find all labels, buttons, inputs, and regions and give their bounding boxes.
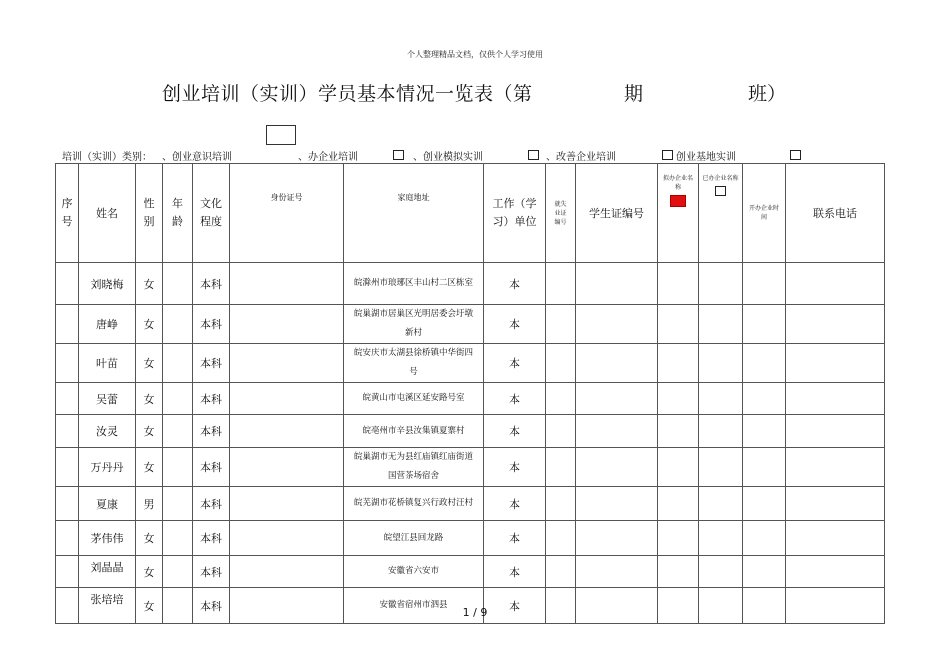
page-number: 1 / 9 bbox=[462, 606, 488, 619]
cell-id-no bbox=[230, 521, 344, 556]
cell-edu: 本科 bbox=[193, 588, 230, 624]
cell-seq bbox=[56, 383, 79, 415]
category-base-practice-checkbox[interactable] bbox=[790, 150, 801, 160]
cell-age bbox=[163, 415, 193, 448]
cell-seq bbox=[56, 344, 79, 383]
cell-gender: 女 bbox=[136, 344, 163, 383]
cell-age bbox=[163, 448, 193, 487]
cell-phone bbox=[786, 305, 885, 344]
col-name: 姓名 bbox=[79, 164, 136, 263]
cell-gender: 女 bbox=[136, 305, 163, 344]
cell-unemployed bbox=[546, 556, 576, 588]
col-id-number: 身份证号 bbox=[230, 164, 344, 263]
cell-edu: 本科 bbox=[193, 305, 230, 344]
cell-unemployed bbox=[546, 487, 576, 521]
col-existing-company-label: 已办企业名称 bbox=[702, 175, 739, 182]
cell-student-cert bbox=[576, 556, 658, 588]
col-unemployment-cert: 就失业证编号 bbox=[546, 164, 576, 263]
cell-gender: 女 bbox=[136, 556, 163, 588]
table-row bbox=[56, 383, 885, 415]
cell-age bbox=[163, 487, 193, 521]
cell-age bbox=[163, 556, 193, 588]
cell-work: 本 bbox=[484, 556, 546, 588]
cell-id-no bbox=[230, 344, 344, 383]
category-base-practice-label: 创业基地实训 bbox=[676, 152, 736, 163]
cell-edu: 本科 bbox=[193, 487, 230, 521]
cell-open-time bbox=[743, 383, 786, 415]
cell-seq bbox=[56, 556, 79, 588]
cell-phone bbox=[786, 487, 885, 521]
cell-unemployed bbox=[546, 263, 576, 305]
cell-address: 皖滁州市琅琊区丰山村二区栋室 bbox=[344, 263, 484, 305]
cell-age bbox=[163, 305, 193, 344]
cell-id-no bbox=[230, 383, 344, 415]
cell-work: 本 bbox=[484, 383, 546, 415]
cell-open-time bbox=[743, 556, 786, 588]
cell-gender: 女 bbox=[136, 588, 163, 624]
cell-seq bbox=[56, 263, 79, 305]
cell-edu: 本科 bbox=[193, 448, 230, 487]
col-planned-company-label: 拟办企业名称 bbox=[662, 175, 693, 191]
col-education: 文化程度 bbox=[193, 164, 230, 263]
cell-edu: 本科 bbox=[193, 521, 230, 556]
planned-company-checkbox[interactable] bbox=[670, 195, 686, 207]
table-row bbox=[56, 344, 885, 383]
cell-edu: 本科 bbox=[193, 344, 230, 383]
cell-address: 皖亳州市辛县汝集镇夏寨村 bbox=[344, 415, 484, 448]
cell-name: 张培培 bbox=[79, 588, 136, 624]
cell-plan-company bbox=[658, 344, 699, 383]
cell-plan-company bbox=[658, 415, 699, 448]
cell-existing-company bbox=[699, 448, 743, 487]
cell-id-no bbox=[230, 305, 344, 344]
cell-gender: 女 bbox=[136, 415, 163, 448]
cell-name: 刘晶晶 bbox=[79, 556, 136, 588]
cell-name: 唐峥 bbox=[79, 305, 136, 344]
cell-open-time bbox=[743, 415, 786, 448]
table-row bbox=[56, 556, 885, 588]
cell-gender: 男 bbox=[136, 487, 163, 521]
cell-gender: 女 bbox=[136, 263, 163, 305]
cell-existing-company bbox=[699, 305, 743, 344]
cell-open-time bbox=[743, 344, 786, 383]
cell-address: 安徽省宿州市泗县 bbox=[344, 588, 484, 624]
title-period-label: 期 bbox=[624, 83, 644, 105]
cell-existing-company bbox=[699, 383, 743, 415]
category-improve-business-label: 、改善企业培训 bbox=[546, 152, 616, 163]
cell-address: 皖巢湖市居巢区光明居委会圩墩新村 bbox=[344, 305, 484, 344]
cell-plan-company bbox=[658, 521, 699, 556]
cell-edu: 本科 bbox=[193, 263, 230, 305]
cell-plan-company bbox=[658, 383, 699, 415]
cell-student-cert bbox=[576, 344, 658, 383]
cell-id-no bbox=[230, 448, 344, 487]
cell-plan-company bbox=[658, 556, 699, 588]
cell-address: 皖巢湖市无为县红庙镇红庙街道国营茶场宿舍 bbox=[344, 448, 484, 487]
cell-gender: 女 bbox=[136, 521, 163, 556]
cell-gender: 女 bbox=[136, 383, 163, 415]
col-student-cert: 学生证编号 bbox=[576, 164, 658, 263]
cell-work: 本 bbox=[484, 415, 546, 448]
cell-open-time bbox=[743, 448, 786, 487]
cell-plan-company bbox=[658, 487, 699, 521]
cell-phone bbox=[786, 556, 885, 588]
cell-work: 本 bbox=[484, 588, 546, 624]
cell-name: 汝灵 bbox=[79, 415, 136, 448]
cell-existing-company bbox=[699, 487, 743, 521]
cell-id-no bbox=[230, 415, 344, 448]
cell-age bbox=[163, 521, 193, 556]
cell-id-no bbox=[230, 487, 344, 521]
cell-unemployed bbox=[546, 344, 576, 383]
cell-id-no bbox=[230, 556, 344, 588]
cell-student-cert bbox=[576, 487, 658, 521]
category-simulation-checkbox[interactable] bbox=[528, 150, 539, 160]
col-existing-company bbox=[699, 164, 743, 263]
cell-work: 本 bbox=[484, 521, 546, 556]
cell-gender: 女 bbox=[136, 448, 163, 487]
cell-existing-company bbox=[699, 263, 743, 305]
cell-age bbox=[163, 383, 193, 415]
cell-age bbox=[163, 344, 193, 383]
col-gender: 性别 bbox=[136, 164, 163, 263]
cell-unemployed bbox=[546, 383, 576, 415]
page-header-note: 个人整理精品文档，仅供个人学习使用 bbox=[407, 50, 543, 59]
cell-existing-company bbox=[699, 344, 743, 383]
cell-edu: 本科 bbox=[193, 383, 230, 415]
cell-work: 本 bbox=[484, 448, 546, 487]
cell-student-cert bbox=[576, 263, 658, 305]
col-phone: 联系电话 bbox=[786, 164, 885, 263]
col-open-time: 开办企业时间 bbox=[743, 164, 786, 263]
cell-name: 叶苗 bbox=[79, 344, 136, 383]
cell-name: 刘晓梅 bbox=[79, 263, 136, 305]
table-row bbox=[56, 263, 885, 305]
col-planned-company bbox=[658, 164, 699, 263]
category-improve-business-checkbox[interactable] bbox=[662, 150, 673, 160]
cell-name: 夏康 bbox=[79, 487, 136, 521]
cell-open-time bbox=[743, 263, 786, 305]
cell-phone bbox=[786, 344, 885, 383]
table-header-row bbox=[56, 164, 885, 263]
cell-seq bbox=[56, 487, 79, 521]
cell-student-cert bbox=[576, 383, 658, 415]
cell-work: 本 bbox=[484, 263, 546, 305]
col-address: 家庭地址 bbox=[344, 164, 484, 263]
cell-seq bbox=[56, 448, 79, 487]
col-work-unit: 工作（学习）单位 bbox=[484, 164, 546, 263]
cell-phone bbox=[786, 448, 885, 487]
cell-name: 吴蕾 bbox=[79, 383, 136, 415]
cell-phone bbox=[786, 415, 885, 448]
cell-unemployed bbox=[546, 448, 576, 487]
cell-edu: 本科 bbox=[193, 415, 230, 448]
cell-phone bbox=[786, 521, 885, 556]
cell-plan-company bbox=[658, 448, 699, 487]
cell-address: 皖黄山市屯溪区延安路号室 bbox=[344, 383, 484, 415]
cell-address: 皖芜湖市花桥镇复兴行政村汪村 bbox=[344, 487, 484, 521]
cell-existing-company bbox=[699, 521, 743, 556]
category-start-business-checkbox[interactable] bbox=[393, 150, 404, 160]
cell-unemployed bbox=[546, 305, 576, 344]
table-row bbox=[56, 448, 885, 487]
cell-plan-company bbox=[658, 305, 699, 344]
table-row bbox=[56, 521, 885, 556]
cell-work: 本 bbox=[484, 344, 546, 383]
cell-work: 本 bbox=[484, 305, 546, 344]
cell-existing-company bbox=[699, 556, 743, 588]
cell-unemployed bbox=[546, 521, 576, 556]
cell-name: 茅伟伟 bbox=[79, 521, 136, 556]
cell-open-time bbox=[743, 521, 786, 556]
cell-seq bbox=[56, 521, 79, 556]
cell-student-cert bbox=[576, 305, 658, 344]
title-class-label: 班） bbox=[748, 83, 787, 105]
cell-id-no bbox=[230, 263, 344, 305]
cell-plan-company bbox=[658, 263, 699, 305]
cell-phone bbox=[786, 383, 885, 415]
col-seq: 序号 bbox=[56, 164, 79, 263]
category-simulation-label: 、创业模拟实训 bbox=[413, 152, 483, 163]
cell-student-cert bbox=[576, 448, 658, 487]
table-row bbox=[56, 305, 885, 344]
category-awareness-label: 、创业意识培训 bbox=[162, 152, 232, 163]
category-start-business-label: 、办企业培训 bbox=[298, 152, 358, 163]
trainee-table bbox=[55, 163, 885, 624]
cell-student-cert bbox=[576, 521, 658, 556]
existing-company-checkbox[interactable] bbox=[715, 186, 726, 196]
cell-open-time bbox=[743, 487, 786, 521]
cell-open-time bbox=[743, 305, 786, 344]
document-title: 创业培训（实训）学员基本情况一览表（第 bbox=[162, 83, 533, 105]
cell-existing-company bbox=[699, 415, 743, 448]
table-row bbox=[56, 487, 885, 521]
cell-age bbox=[163, 263, 193, 305]
cell-unemployed bbox=[546, 415, 576, 448]
cell-name: 万丹丹 bbox=[79, 448, 136, 487]
cell-edu: 本科 bbox=[193, 556, 230, 588]
cell-address: 皖望江县回龙路 bbox=[344, 521, 484, 556]
class-number-box[interactable] bbox=[266, 125, 296, 145]
cell-phone bbox=[786, 263, 885, 305]
cell-seq bbox=[56, 415, 79, 448]
cell-address: 安徽省六安市 bbox=[344, 556, 484, 588]
cell-work: 本 bbox=[484, 487, 546, 521]
cell-student-cert bbox=[576, 415, 658, 448]
cell-seq bbox=[56, 305, 79, 344]
training-category-label: 培训（实训）类别： bbox=[62, 152, 152, 163]
col-age: 年龄 bbox=[163, 164, 193, 263]
table-row bbox=[56, 415, 885, 448]
cell-address: 皖安庆市太湖县徐桥镇中华街四号 bbox=[344, 344, 484, 383]
